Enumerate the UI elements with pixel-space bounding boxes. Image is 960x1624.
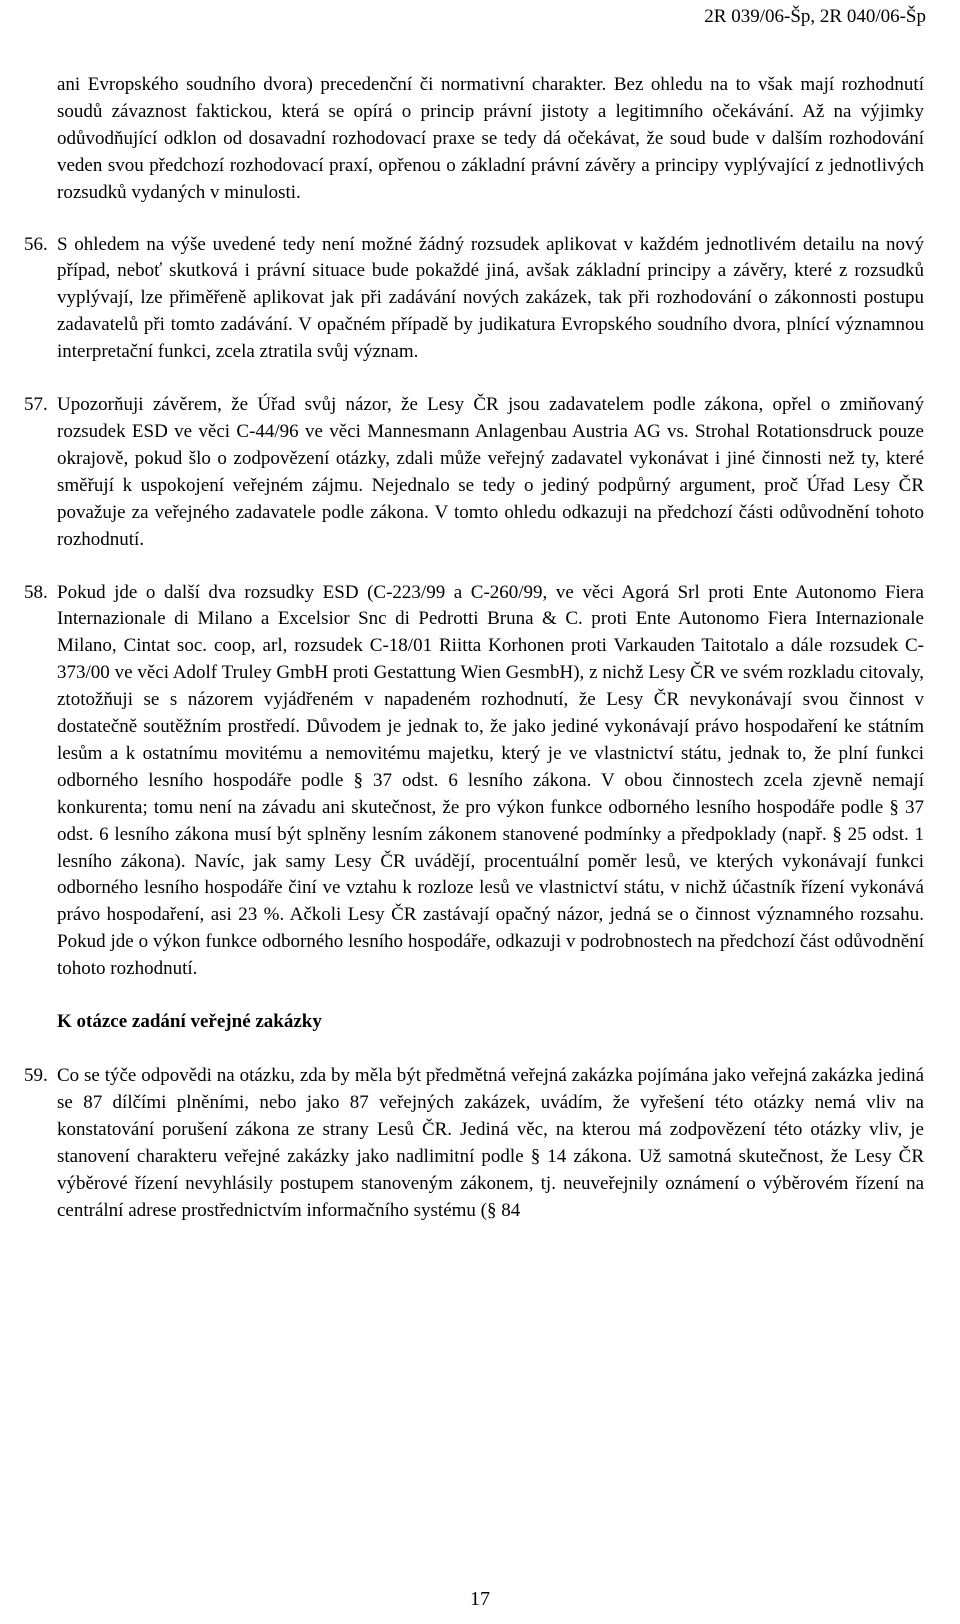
paragraph-number: 59. [24, 1065, 48, 1086]
paragraph-text: Upozorňuji závěrem, že Úřad svůj názor, že Lesy ČR jsou zadavatelem podle zákona, opřel o zmiňovaný rozsudek ESD ve věci C-44/96 ve věci Mannesmann Anlagenbau Austria AG vs. Strohal Rotationsdruck pouze okrajově, pokud šlo o zodpovězení otázky, zdali může veřejný zadavatel vykonávat i jiné činnosti než ty, které směřují k uspokojení veřejném zájmu. Nejednalo se tedy o jediný podpůrný argument, proč Úřad Lesy ČR považuje za veřejného zadavatele podle zákona. V tomto ohledu odkazuji na předchozí části odůvodnění tohoto rozhodnutí. [57, 394, 924, 550]
paragraph-57 [24, 392, 924, 553]
section-heading: K otázce zadání veřejné zakázky [57, 1011, 322, 1033]
page-number: 17 [470, 1588, 490, 1610]
paragraph-56 [24, 232, 924, 367]
paragraph-number: 57. [24, 394, 48, 416]
paragraph-58 [24, 580, 924, 984]
paragraph-59 [24, 1063, 924, 1224]
paragraph-number: 56. [24, 233, 48, 255]
paragraph-text: Co se týče odpovědi na otázku, zda by měla být předmětná veřejná zakázka pojímána jako veřejná zakázka jediná se 87 dílčími plněními, nebo jako 87 veřejných zakázek, uvádím, že vyřešení této otázky nemá vliv na konstatování porušení zákona ze strany Lesů ČR. Jediná věc, na kterou má zodpovězení této otázky vliv, je stanovení charakteru veřejné zakázky jako nadlimitní podle § 14 zákona. Už samotná skutečnost, že Lesy ČR výběrové řízení nevyhlásily postupem stanoveným zákonem, tj. neuveřejnily oznámení o výběrovém řízení na centrální adrese prostřednictvím informačního systému (§ 84 [57, 1065, 924, 1221]
paragraph-text: ani Evropského soudního dvora) precedenční či normativní charakter. Bez ohledu na to však mají rozhodnutí soudů závaznost faktickou, která se opírá o princip právní jistoty a legitimního očekávání. Až na výjimky odůvodňující odklon od dosavadní rozhodovací praxe se tedy dá očekávat, že soud bude v dalším rozhodování veden svou předchozí rozhodovací praxí, opřenou o základní právní závěry a principy vyplývající z jednotlivých rozsudků vydaných v minulosti. [57, 74, 924, 203]
paragraph-continued [57, 72, 924, 207]
paragraph-number: 58. [24, 581, 48, 603]
paragraph-text: Pokud jde o další dva rozsudky ESD (C-223/99 a C-260/99, ve věci Agorá Srl proti Ente Autonomo Fiera Internazionale di Milano a Excelsior Snc di Pedrotti Bruna & C. proti Ente Autonomo Fiera Internazionale Milano, Cintat soc. coop, arl, rozsudek C-18/01 Riitta Korhonen proti Varkauden Taitotalo a dále rozsudek C-373/00 ve věci Adolf Truley GmbH proti Gestattung Wien GesmbH), z nichž Lesy ČR ve svém rozkladu citovaly, ztotožňuji se s názorem vyjádřeném v napadeném rozhodnutí, že Lesy ČR nevykonávají svou činnost v dostatečně soutěžním prostředí. Důvodem je jednak to, že jako jediné vykonávají právo hospodaření ke státním lesům a k ostatnímu movitému a nemovitému majetku, který je ve vlastnictví státu, jednak to, že plní funkci odborného lesního hospodáře podle § 37 odst. 6 lesního zákona. V obou činnostech zcela zjevně nemají konkurenta; tomu není na závadu ani skutečnost, že pro výkon funkce odborného lesního hospodáře podle § 37 odst. 6 lesního zákona musí být splněny lesním zákonem stanovené podmínky a předpoklady (např. § 25 odst. 1 lesního zákona). Navíc, jak samy Lesy ČR uvádějí, procentuální poměr lesů, ve kterých vykonávají funkci odborného lesního hospodáře činí ve vztahu k rozloze lesů ve vlastnictví státu, v nichž účastník řízení vykonává právo hospodaření, asi 23 %. Ačkoli Lesy ČR zastávají opačný názor, jedná se o činnost významného rozsahu. Pokud jde o výkon funkce odborného lesního hospodáře, odkazuji v podrobnostech na předchozí část odůvodnění tohoto rozhodnutí. [57, 581, 924, 980]
paragraph-text: S ohledem na výše uvedené tedy není možné žádný rozsudek aplikovat v každém jednotlivém detailu na nový případ, neboť skutková i právní situace bude pokaždé jiná, avšak základní principy a závěry, které z rozsudků vyplývají, lze přiměřeně aplikovat jak při zadávání nových zakázek, tak při rozhodování o zákonnosti postupu zadavatelů při tomto zadávání. V opačném případě by judikatura Evropského soudního dvora, plnící významnou interpretační funkci, zcela ztratila svůj význam. [57, 233, 924, 363]
document-reference-header: 2R 039/06-Šp, 2R 040/06-Šp [704, 6, 926, 27]
document-body [24, 72, 924, 1250]
